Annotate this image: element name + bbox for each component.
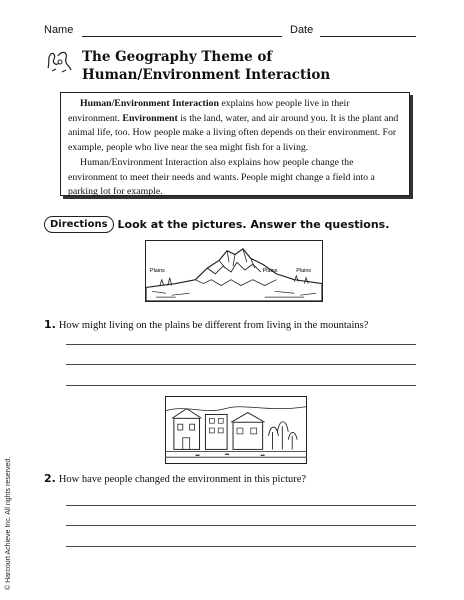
compass-icon (44, 46, 74, 76)
name-field[interactable] (82, 36, 282, 37)
term-hei: Human/Environment Interaction (80, 98, 219, 109)
page-title (82, 48, 412, 84)
answer-line-2b[interactable] (66, 525, 416, 526)
title-line-2: Human/Environment Interaction (82, 67, 331, 83)
date-label: Date (290, 24, 314, 36)
plains-label-right: Plains (296, 268, 312, 274)
directions-text: Look at the pictures. Answer the questions. (117, 218, 390, 231)
plains-label-left: Plains (149, 268, 165, 274)
name-date-row (44, 24, 416, 38)
question-1 (44, 318, 368, 331)
directions (44, 214, 389, 232)
plains-label-middle: Plains (262, 268, 278, 274)
intro-paragraph-1: Human/Environment Interaction explains how people live in their environment. Environment is the land, water, and air around you. It is the plant and animal life, too. How people make a living often depends on their environment. For example, people who live near the sea might fish for a living. (68, 98, 399, 154)
directions-badge: Directions (44, 216, 114, 233)
date-field[interactable] (320, 36, 416, 37)
question-1-text: How might living on the plains be different from living in the mountains? (58, 320, 369, 331)
name-label: Name (44, 24, 74, 36)
question-1-number: 1. (44, 318, 56, 331)
answer-line-1a[interactable] (66, 344, 416, 345)
title-line-1: The Geography Theme of (82, 49, 273, 65)
question-2 (44, 472, 306, 485)
question-2-number: 2. (44, 472, 56, 485)
town-picture (165, 396, 307, 464)
mountain-picture (145, 240, 323, 302)
intro-paragraph-2: Human/Environment Interaction also explains how people change the environment to meet their needs and wants. People might change a field into a parking lot for example. (68, 156, 375, 198)
copyright-notice: © Harcourt Achieve Inc. All rights reserved. (5, 456, 12, 590)
intro-box (60, 92, 410, 196)
answer-line-2c[interactable] (66, 546, 416, 547)
term-environment: Environment (122, 112, 178, 124)
answer-line-1c[interactable] (66, 385, 416, 386)
answer-line-2a[interactable] (66, 505, 416, 506)
answer-line-1b[interactable] (66, 364, 416, 365)
question-2-text: How have people changed the environment in this picture? (58, 474, 307, 485)
